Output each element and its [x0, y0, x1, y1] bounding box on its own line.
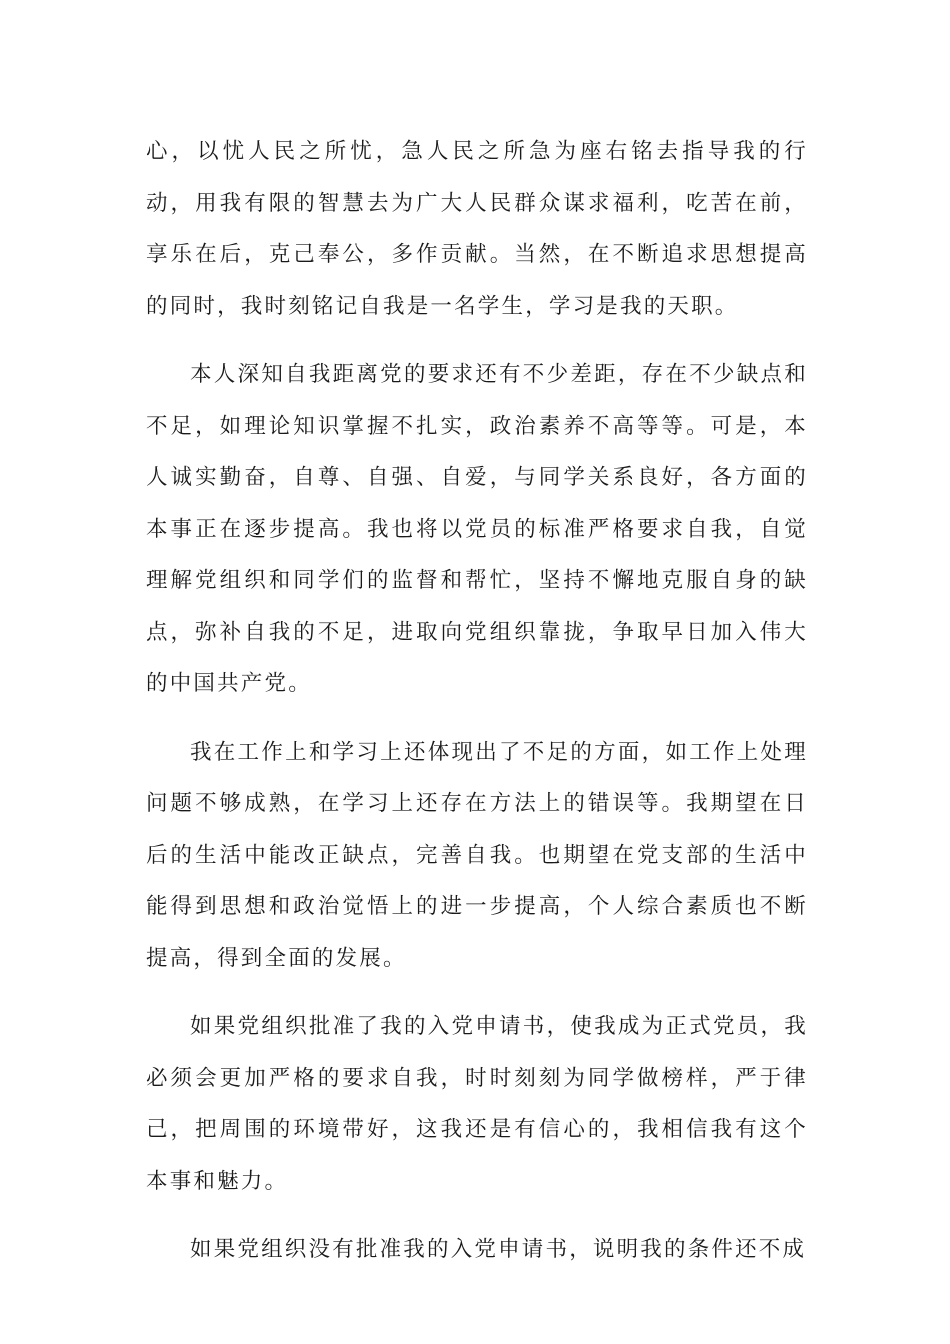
paragraph-2: 本人深知自我距离党的要求还有不少差距，存在不少缺点和不足，如理论知识掌握不扎实，政治素养不高等等。可是，本人诚实勤奋，自尊、自强、自爱，与同学关系良好，各方面的本事正在逐步提高。我也将以党员的标准严格要求自我，自觉理解党组织和同学们的监督和帮忙，坚持不懈地克服自身的缺点，弥补自我的不足，进取向党组织靠拢，争取早日加入伟大的中国共产党。: [146, 362, 808, 696]
paragraph-3: 我在工作上和学习上还体现出了不足的方面，如工作上处理问题不够成熟，在学习上还存在方法上的错误等。我期望在日后的生活中能改正缺点，完善自我。也期望在党支部的生活中能得到思想和政治觉悟上的进一步提高，个人综合素质也不断提高，得到全面的发展。: [146, 739, 808, 971]
document-body: [146, 126, 808, 1293]
paragraph-5: 如果党组织没有批准我的入党申请书，说明我的条件还不成: [190, 1237, 807, 1262]
paragraph-4: 如果党组织批准了我的入党申请书，使我成为正式党员，我必须会更加严格的要求自我，时时刻刻为同学做榜样，严于律己，把周围的环境带好，这我还是有信心的，我相信我有这个本事和魅力。: [146, 1014, 808, 1194]
paragraph-1: 心，以忧人民之所忧，急人民之所急为座右铭去指导我的行动，用我有限的智慧去为广大人民群众谋求福利，吃苦在前，享乐在后，克己奉公，多作贡献。当然，在不断追求思想提高的同时，我时刻铭记自我是一名学生，学习是我的天职。: [146, 139, 808, 319]
